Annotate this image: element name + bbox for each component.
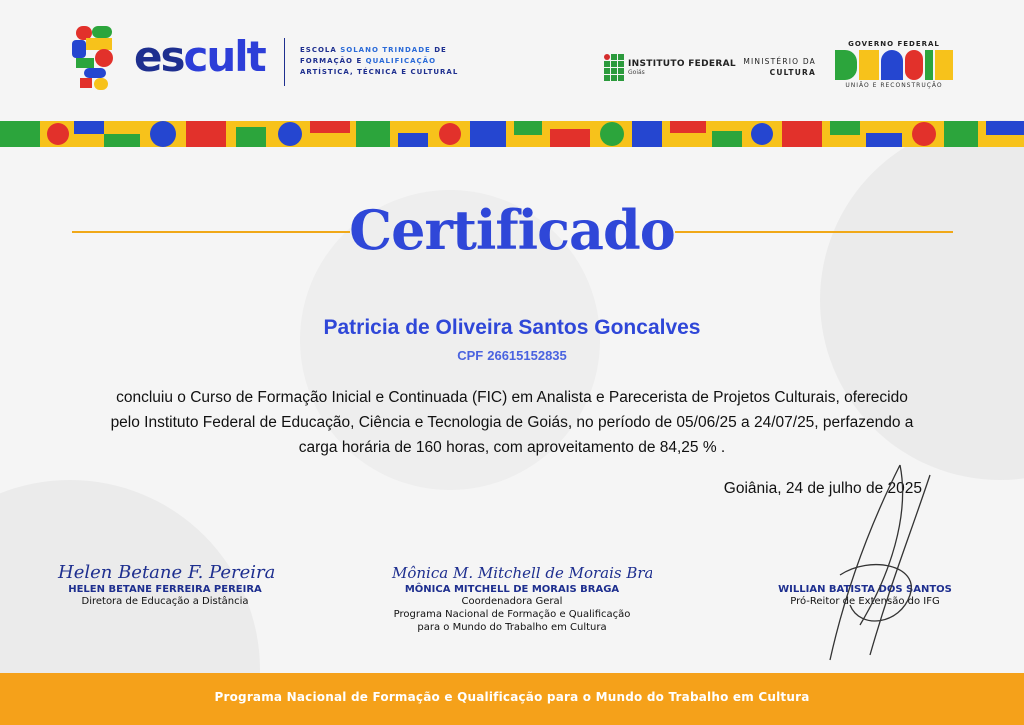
signature-block-1	[50, 556, 280, 608]
ifg-grid-icon	[604, 54, 624, 81]
recipient-name: Patricia de Oliveira Santos Goncalves	[323, 316, 701, 339]
decorative-band	[0, 121, 1024, 147]
escult-wordmark: escult	[134, 32, 265, 81]
svg-text:Mônica M. Mitchell de Morais B: Mônica M. Mitchell de Morais Braga	[392, 564, 652, 582]
brasil-mark-icon	[833, 50, 955, 80]
signatory-role: Coordenadora Geral	[461, 596, 563, 607]
certificate-title: Certificado	[349, 198, 675, 262]
footer-text: Programa Nacional de Formação e Qualificação para o Mundo do Trabalho em Cultura	[214, 690, 810, 704]
certificate-body: concluiu o Curso de Formação Inicial e Continuada (FIC) em Analista e Parecerista de Projetos Culturais, oferecido pelo Instituto Federal de Educação, Ciência e Tecnologia de Goiás, no período de 05/06/25 a 24/07/25, perfazendo a carga horária de 160 horas, com aproveitamento de 84,25 % .	[110, 389, 914, 456]
ifg-logo	[604, 54, 736, 81]
ifg-name: INSTITUTO FEDERAL	[628, 59, 736, 69]
gov-top: GOVERNO FEDERAL	[848, 40, 940, 48]
place-date: Goiânia, 24 de julho de 2025	[723, 480, 922, 497]
gov-brasil-logo	[833, 40, 955, 89]
signatory-name: HELEN BETANE FERREIRA PEREIRA	[68, 584, 262, 595]
signatory-role: Pró-Reitor de Extensão do IFG	[790, 596, 940, 607]
svg-text:Helen Betane F. Pereira: Helen Betane F. Pereira	[58, 562, 276, 583]
ifg-sub: Goiás	[628, 69, 645, 76]
gov-bottom: UNIÃO E RECONSTRUÇÃO	[845, 82, 943, 89]
escult-logo-icon	[70, 24, 122, 92]
recipient-cpf: CPF 26615152835	[457, 348, 567, 363]
signatory-role: para o Mundo do Trabalho em Cultura	[417, 622, 607, 633]
signatory-name: MÔNICA MITCHELL DE MORAIS BRAGA	[404, 584, 620, 595]
signature-block-2	[372, 556, 652, 634]
signatory-name: WILLIAN BATISTA DOS SANTOS	[778, 584, 952, 595]
ministry-logo: MINISTÉRIO DA CULTURA	[743, 57, 816, 77]
handwritten-signature-stroke	[800, 455, 950, 670]
handwritten-signature	[50, 556, 280, 584]
handwritten-signature	[372, 556, 652, 584]
footer-bar	[0, 673, 1024, 725]
school-name: ESCOLA SOLANO TRINDADE DE FORMAÇÃO E QUALIFICAÇÃO ARTÍSTICA, TÉCNICA E CULTURAL	[300, 46, 459, 76]
signatory-role: Programa Nacional de Formação e Qualificação	[393, 609, 631, 620]
signatory-role: Diretora de Educação a Distância	[81, 596, 249, 607]
logo-divider	[284, 38, 285, 86]
